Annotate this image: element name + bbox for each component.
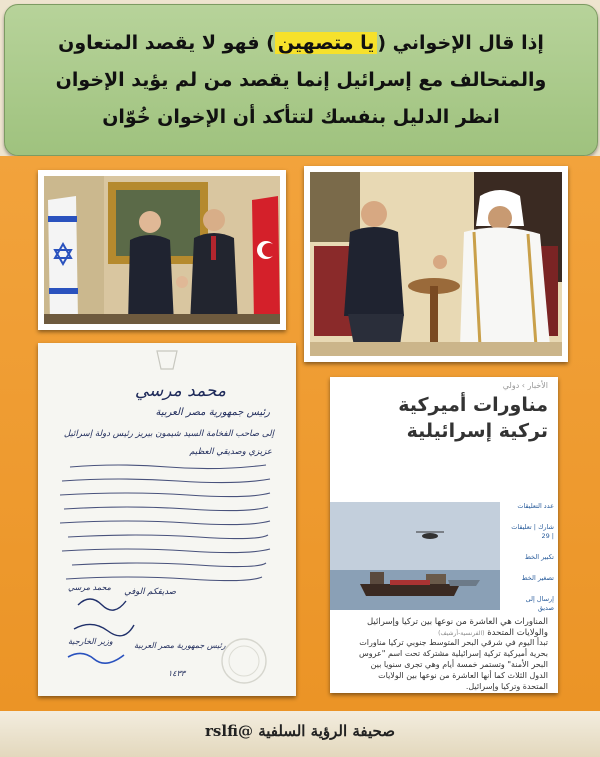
letter-greeting: عزيزي وصديقي العظيم	[189, 447, 272, 457]
letter-footer-right: رئيس جمهورية مصر العربية	[134, 641, 226, 650]
turkey-flag-image	[252, 196, 280, 322]
sidebar-item-share[interactable]: شارك | تعليقات | 29	[511, 523, 554, 540]
headline-line-3: انظر الدليل بنفسك لتتأكد أن الإخوان خُوّان	[102, 106, 500, 128]
highlighted-phrase: يا متصهين	[275, 32, 378, 54]
photo-handshake-seated	[304, 166, 568, 362]
news-article-screenshot	[330, 377, 558, 693]
sidebar-item-zoom-out[interactable]: تصغير الخط	[521, 574, 554, 582]
headline-banner	[4, 4, 598, 156]
blue-signature-mark	[68, 653, 124, 663]
letter-document	[38, 343, 296, 696]
letter-header: رئيس جمهورية مصر العربية	[155, 407, 270, 418]
photo-credit: (الفرنسية-أرشيف)	[438, 630, 485, 637]
letter-date: ١٤٣٣	[168, 669, 186, 678]
article-title: مناورات أميركية تركية إسرائيلية	[398, 394, 548, 442]
official-seal-icon	[222, 639, 266, 683]
sidebar-item-send-friend[interactable]: إرسال إلى صديق	[525, 595, 554, 612]
sidebar-item-zoom-in[interactable]: تكبير الخط	[524, 553, 554, 561]
ship-photo	[330, 502, 500, 610]
signature-mark	[74, 599, 134, 636]
headline-line-2: والمتحالف مع إسرائيل إنما يقصد من لم يؤيد الإخوان	[55, 69, 547, 91]
letter-sender: محمد مرسي	[68, 583, 111, 592]
letter-closing: صديقكم الوفي	[124, 587, 176, 597]
article-sidebar	[508, 502, 554, 625]
breadcrumb: الأخبار › دولي	[502, 381, 548, 390]
letter-signature-name: محمد مرسي	[134, 381, 226, 401]
eagle-emblem-icon	[157, 351, 177, 369]
photo-caption: المناورات هي العاشرة من نوعها بين تركيا وإسرائيل والولايات المتحدة (الفرنسية-أرشيف)	[366, 617, 548, 638]
footer-credit: صحيفة الرؤية السلفية @rslfi	[205, 722, 395, 740]
letter-salutation: إلى صاحب الفخامة السيد شيمون بيريز رئيس دولة إسرائيل	[63, 429, 274, 439]
article-body: تبدأ اليوم في شرقي البحر المتوسط جنوبي تركيا مناورات بحرية أميركية تركية إسرائيلية مشتركة تحت اسم "عروس البحر الأمنة" وتستمر خمسة أيام وهي تجرى سنويا بين الدول الثلاث كما أنها العاشرة من نوعها بين الولايات المتحدة وتركيا وإسرائيل.	[358, 638, 548, 691]
headline-line-1: إذا قال الإخواني (يا متصهين) فهو لا يقصد المتعاون	[58, 32, 544, 54]
sidebar-item-comments-count[interactable]: عدد التعليقات	[517, 502, 554, 510]
letter-footer-left: وزير الخارجية	[68, 637, 113, 646]
footer-bar	[0, 711, 600, 757]
israel-flag-image	[48, 196, 78, 322]
photo-handshake-flags	[38, 170, 286, 330]
